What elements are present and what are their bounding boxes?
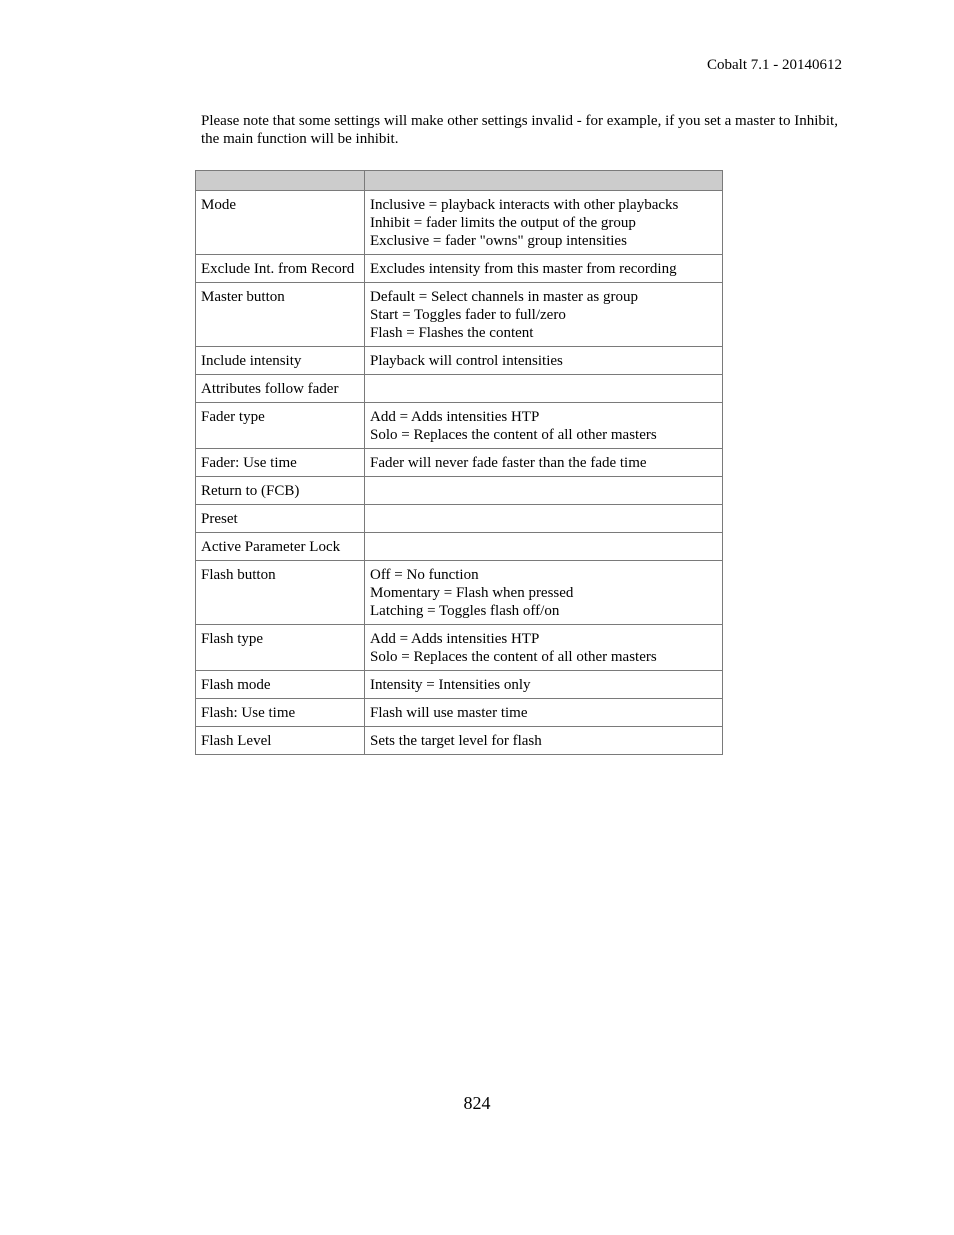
setting-name-cell: Active Parameter Lock: [196, 533, 365, 561]
description-line: Default = Select channels in master as group: [370, 289, 638, 305]
table-row: [196, 283, 723, 347]
setting-name-cell: Mode: [196, 191, 365, 255]
table-header: [196, 171, 723, 191]
description-line: Intensity = Intensities only: [370, 677, 531, 693]
header-cell-setting: [196, 171, 365, 191]
setting-name-cell: Flash type: [196, 625, 365, 671]
setting-name-cell: Flash Level: [196, 727, 365, 755]
setting-description-cell: [365, 255, 723, 283]
description-line: Solo = Replaces the content of all other masters: [370, 427, 657, 443]
description-line: Flash = Flashes the content: [370, 325, 534, 341]
description-line: Playback will control intensities: [370, 353, 563, 369]
setting-name-cell: Fader: Use time: [196, 449, 365, 477]
table-row: [196, 403, 723, 449]
table-row: [196, 375, 723, 403]
description-line: Solo = Replaces the content of all other masters: [370, 649, 657, 665]
document-version: Cobalt 7.1 - 20140612: [707, 57, 842, 73]
setting-name-cell: Preset: [196, 505, 365, 533]
setting-description-cell: [365, 727, 723, 755]
header-cell-description: [365, 171, 723, 191]
table-row: [196, 699, 723, 727]
setting-description-cell: [365, 347, 723, 375]
setting-name-cell: Flash mode: [196, 671, 365, 699]
setting-name-cell: Flash: Use time: [196, 699, 365, 727]
table-body: [196, 191, 723, 755]
description-line: Fader will never fade faster than the fade time: [370, 455, 647, 471]
table-row: [196, 727, 723, 755]
master-settings-table: [195, 170, 723, 755]
description-line: Inclusive = playback interacts with other playbacks: [370, 197, 679, 213]
setting-description-cell: [365, 283, 723, 347]
setting-description-cell: [365, 505, 723, 533]
setting-description-cell: [365, 449, 723, 477]
table-row: [196, 449, 723, 477]
description-line: Sets the target level for flash: [370, 733, 542, 749]
table-row: [196, 505, 723, 533]
setting-description-cell: [365, 191, 723, 255]
description-line: Inhibit = fader limits the output of the group: [370, 215, 636, 231]
table-row: [196, 255, 723, 283]
description-line: Flash will use master time: [370, 705, 528, 721]
description-line: Add = Adds intensities HTP: [370, 631, 540, 647]
setting-description-cell: [365, 477, 723, 505]
table-row: [196, 671, 723, 699]
setting-description-cell: [365, 403, 723, 449]
table-row: [196, 625, 723, 671]
setting-name-cell: Exclude Int. from Record: [196, 255, 365, 283]
description-line: Exclusive = fader "owns" group intensities: [370, 233, 627, 249]
page-number: 824: [463, 1093, 491, 1113]
table-header-row: [196, 171, 723, 191]
setting-description-cell: [365, 625, 723, 671]
description-line: Momentary = Flash when pressed: [370, 585, 574, 601]
setting-name-cell: Attributes follow fader: [196, 375, 365, 403]
table-row: [196, 347, 723, 375]
description-line: Excludes intensity from this master from recording: [370, 261, 677, 277]
setting-name-cell: Return to (FCB): [196, 477, 365, 505]
setting-name-cell: Include intensity: [196, 347, 365, 375]
table-row: [196, 561, 723, 625]
description-line: Latching = Toggles flash off/on: [370, 603, 560, 619]
setting-description-cell: [365, 699, 723, 727]
table-row: [196, 477, 723, 505]
table-row: [196, 191, 723, 255]
setting-name-cell: Flash button: [196, 561, 365, 625]
description-line: Start = Toggles fader to full/zero: [370, 307, 566, 323]
setting-description-cell: [365, 671, 723, 699]
description-line: Off = No function: [370, 567, 479, 583]
setting-name-cell: Master button: [196, 283, 365, 347]
table-row: [196, 533, 723, 561]
description-line: Add = Adds intensities HTP: [370, 409, 540, 425]
setting-description-cell: [365, 375, 723, 403]
setting-description-cell: [365, 533, 723, 561]
intro-note: Please note that some settings will make other settings invalid - for example, if you set a master to Inhibit, the main function will be inhibit.: [201, 113, 838, 147]
setting-description-cell: [365, 561, 723, 625]
setting-name-cell: Fader type: [196, 403, 365, 449]
